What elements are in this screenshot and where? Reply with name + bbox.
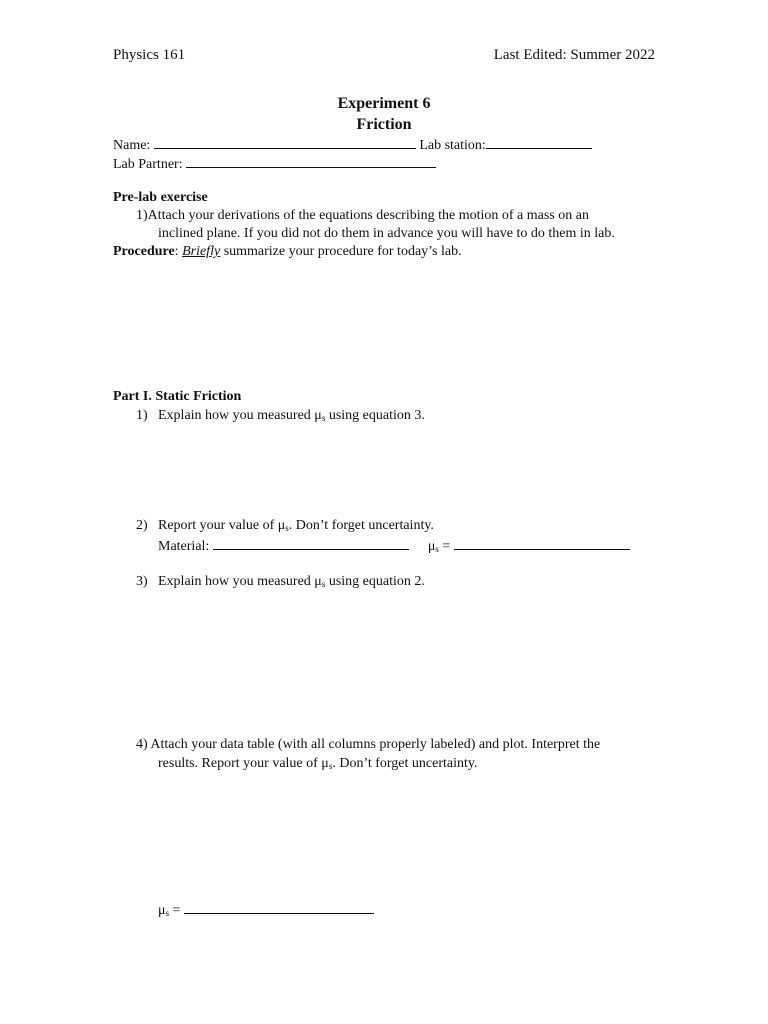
lab-partner-label: Lab Partner: xyxy=(113,157,183,172)
mu-subscript: s xyxy=(435,544,439,554)
experiment-topic: Friction xyxy=(356,116,412,133)
material-row xyxy=(158,536,630,558)
procedure-emphasis: Briefly xyxy=(182,244,221,259)
course-name: Physics 161 xyxy=(113,47,186,63)
material-blank[interactable] xyxy=(213,536,409,550)
prelab-heading: Pre-lab exercise xyxy=(113,190,208,205)
question-1-number: 1) xyxy=(136,408,148,423)
final-mu-subscript: s xyxy=(165,908,170,918)
question-3-number: 3) xyxy=(136,574,148,589)
procedure-label: Procedure xyxy=(113,244,175,259)
final-mu-label: μ xyxy=(158,903,166,918)
question-4-line1: Attach your data table (with all columns properly labeled) and plot. Interpret the xyxy=(150,737,601,752)
question-4-number: 4) xyxy=(136,737,148,752)
question-1 xyxy=(136,407,425,427)
question-4-line2-pre: results. Report your value of μ xyxy=(158,756,329,771)
mu-label: μ xyxy=(427,539,436,554)
prelab-item-1-line2: inclined plane. If you did not do them in advance you will have to do them in lab. xyxy=(158,226,615,241)
name-blank[interactable] xyxy=(154,135,416,149)
prelab-item-1-number: 1) xyxy=(136,208,148,223)
question-1-text-post: using equation 3. xyxy=(325,408,425,423)
procedure-row xyxy=(113,243,462,261)
question-3-text-pre: Explain how you measured μ xyxy=(158,574,322,589)
name-row xyxy=(113,135,592,155)
mu-equals: = xyxy=(438,539,451,554)
question-1-subscript: s xyxy=(321,413,326,423)
question-3-subscript: s xyxy=(321,579,326,589)
prelab-item-1 xyxy=(136,207,589,225)
question-4-line2-post: . Don’t forget uncertainty. xyxy=(332,756,478,771)
mu-value-blank[interactable] xyxy=(454,536,630,550)
question-4 xyxy=(136,736,600,754)
part1-heading: Part I. Static Friction xyxy=(113,389,242,404)
question-3 xyxy=(136,573,425,593)
last-edited: Last Edited: Summer 2022 xyxy=(493,47,655,63)
question-4-line2 xyxy=(158,755,477,775)
lab-station-label: Lab station: xyxy=(419,138,486,153)
material-label: Material: xyxy=(158,539,210,554)
final-mu-row xyxy=(158,900,374,922)
question-3-text-post: using equation 2. xyxy=(325,574,425,589)
procedure-colon: : xyxy=(174,244,179,259)
lab-partner-blank[interactable] xyxy=(186,154,436,168)
lab-station-blank[interactable] xyxy=(486,135,592,149)
question-2-subscript: s xyxy=(285,523,289,533)
final-mu-blank[interactable] xyxy=(184,900,374,914)
name-label: Name: xyxy=(113,138,151,153)
lab-partner-row xyxy=(113,154,436,174)
question-2-text-post: . Don’t forget uncertainty. xyxy=(288,518,434,533)
question-1-text-pre: Explain how you measured μ xyxy=(158,408,322,423)
final-mu-equals: = xyxy=(169,903,181,918)
experiment-title: Experiment 6 xyxy=(337,95,431,112)
question-4-subscript: s xyxy=(328,761,333,771)
question-2-number: 2) xyxy=(136,518,148,533)
question-2 xyxy=(136,517,434,537)
prelab-item-1-line1: Attach your derivations of the equations describing the motion of a mass on an xyxy=(147,208,589,223)
question-2-text-pre: Report your value of μ xyxy=(158,518,286,533)
procedure-text: summarize your procedure for today’s lab. xyxy=(223,244,462,259)
